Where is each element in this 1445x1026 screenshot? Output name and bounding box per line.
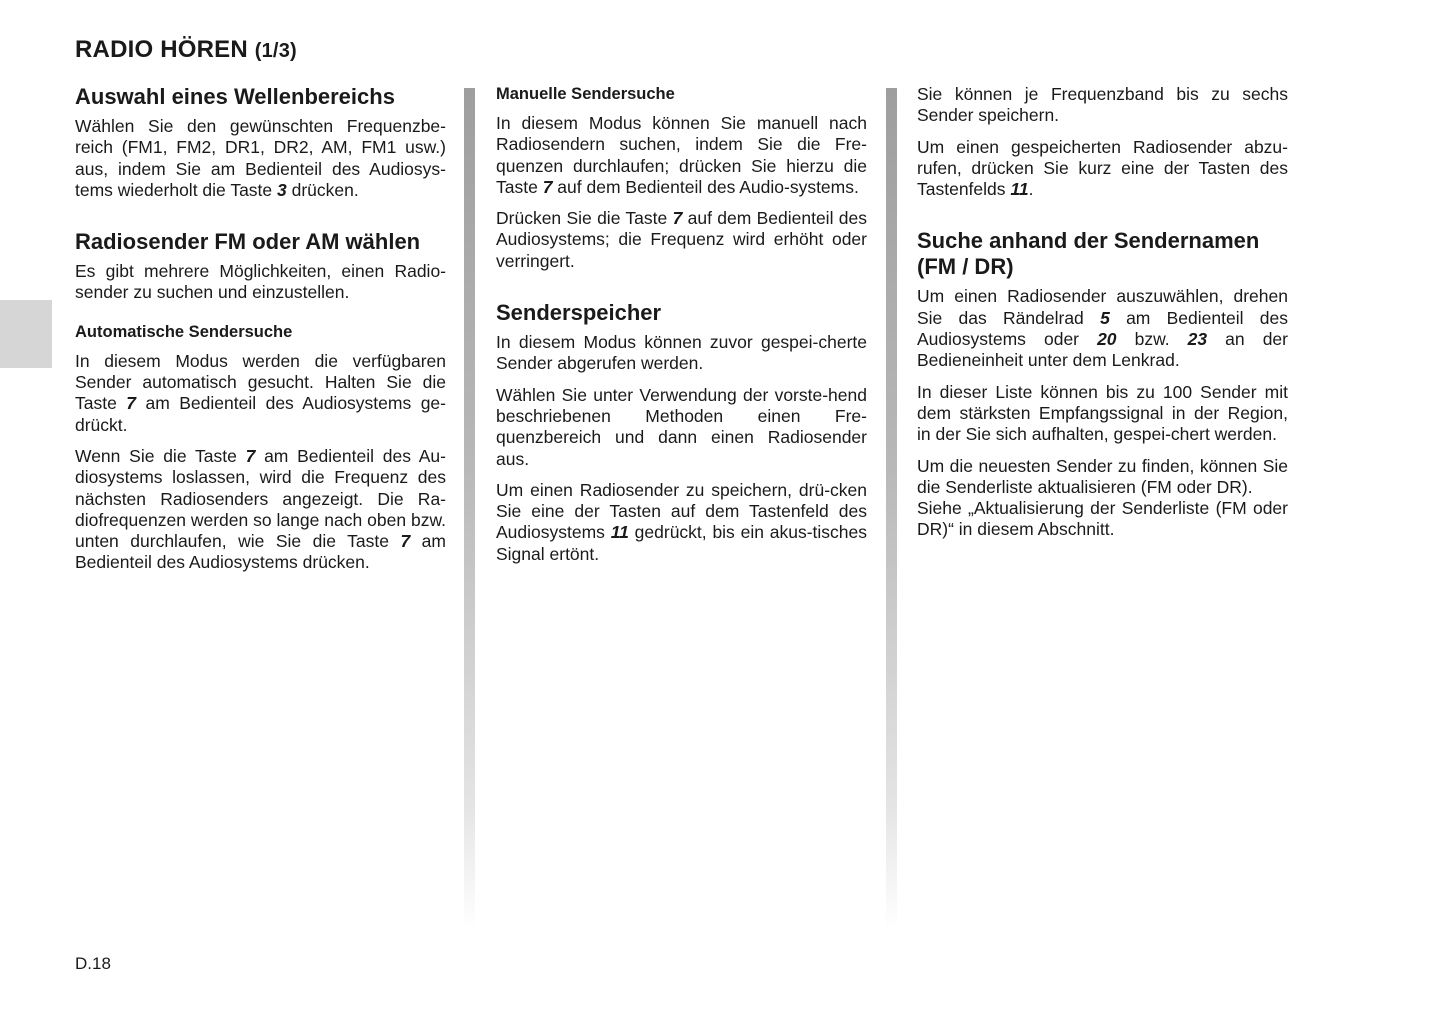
para-speicher-2: Wählen Sie unter Verwendung der vorste-hend beschriebenen Methoden einen Fre-quenzbereich und dann einen Radiosender aus. <box>496 384 867 469</box>
para-text: am Bedienteil des Audiosystems ge-drückt. <box>75 393 446 435</box>
key-reference: 11 <box>610 522 629 543</box>
para-manuell-2 <box>496 208 867 272</box>
heading-radiosender: Radiosender FM oder AM wählen <box>75 229 421 255</box>
key-reference: 3 <box>277 179 287 200</box>
column-2 <box>496 84 867 575</box>
heading-senderspeicher: Senderspeicher <box>496 300 662 326</box>
para-text: auf dem Bedienteil des Audiosystems; die Frequenz wird erhöht oder verringert. <box>496 208 867 271</box>
para-auto-2 <box>75 446 446 574</box>
key-reference: 5 <box>1100 307 1110 328</box>
para-text: am Bedienteil des Audiosystems drücken. <box>75 531 446 573</box>
key-reference: 23 <box>1187 329 1208 350</box>
column-1 <box>75 84 446 584</box>
key-reference: 7 <box>126 393 137 414</box>
key-reference: 7 <box>542 176 553 197</box>
para-speicher-3 <box>496 480 867 565</box>
para-auto-1 <box>75 351 446 436</box>
page-title <box>75 36 297 64</box>
para-speicher-abrufen <box>917 137 1288 201</box>
para-manuell-1 <box>496 113 867 198</box>
heading-automatische-suche: Automatische Sendersuche <box>75 322 293 341</box>
column-3 <box>917 84 1288 551</box>
key-reference: 7 <box>672 208 683 229</box>
para-radiosender: Es gibt mehrere Möglichkeiten, einen Radio-sender zu suchen und einzustellen. <box>75 261 446 303</box>
page-number: D.18 <box>75 954 111 973</box>
heading-manuelle-suche: Manuelle Sendersuche <box>496 85 675 103</box>
para-text: gedrückt, bis ein akus-tisches Signal ertönt. <box>496 522 867 564</box>
para-suche-2: In dieser Liste können bis zu 100 Sender mit dem stärksten Empfangssignal in der Region, in der Sie sich aufhalten, gespei-chert werden. <box>917 381 1288 445</box>
para-suche-4: Siehe „Aktualisierung der Senderliste (FM oder DR)“ in diesem Abschnitt. <box>917 498 1288 540</box>
para-text: Wählen Sie den gewünschten Frequenzbe-reich (FM1, FM2, DR1, DR2, AM, FM1 usw.) aus, indem Sie am Bedienteil des Audiosys-tems wiederholt die Taste <box>75 116 446 200</box>
para-speicher-1: In diesem Modus können zuvor gespei-cherte Sender abgerufen werden. <box>496 332 867 374</box>
para-text: Drücken Sie die Taste <box>496 208 673 229</box>
para-text: Um einen Radiosender zu speichern, drü-cken Sie eine der Tasten auf dem Tastenfeld des Audiosystems <box>496 479 867 543</box>
heading-wellenbereich: Auswahl eines Wellenbereichs <box>75 84 395 109</box>
para-text: auf dem Bedienteil des Audio-systems. <box>552 176 859 197</box>
para-text: Um einen Radiosender auszuwählen, drehen Sie das Rändelrad <box>917 286 1288 328</box>
para-text: . <box>1028 179 1034 200</box>
para-text: Wenn Sie die Taste <box>75 445 246 466</box>
column-divider-1 <box>464 88 475 930</box>
para-text: am Bedienteil des Au-diosystems loslassen, wird die Frequenz des nächsten Radiosenders angezeigt. Die Ra-diofrequenzen werden so lange nach oben bzw. unten durchlaufen, wie Sie die Taste <box>75 445 446 552</box>
para-text: In diesem Modus können Sie manuell nach Radiosendern suchen, indem Sie die Fre-quenzen durchlaufen; drücken Sie hierzu die Taste <box>496 113 867 197</box>
key-reference: 7 <box>400 531 411 552</box>
para-text: an der Bedieneinheit unter dem Lenkrad. <box>917 329 1288 371</box>
page-title-text: RADIO HÖREN <box>75 36 248 63</box>
heading-suche-sendernamen: Suche anhand der Sendernamen (FM / DR) <box>917 228 1260 280</box>
page-title-suffix: (1/3) <box>254 40 297 62</box>
para-wellenbereich <box>75 116 446 201</box>
para-speicher-anzahl: Sie können je Frequenzband bis zu sechs Sender speichern. <box>917 84 1288 126</box>
para-suche-3: Um die neuesten Sender zu finden, können Sie die Senderliste aktualisieren (FM oder DR). <box>917 455 1288 497</box>
key-reference: 11 <box>1010 179 1029 200</box>
para-text: Um einen gespeicherten Radiosender abzu-rufen, drücken Sie kurz eine der Tasten des Tastenfelds <box>917 136 1288 200</box>
section-tab-marker <box>0 300 52 368</box>
para-text: am Bedienteil des Audiosystems oder <box>917 307 1288 350</box>
para-text: drücken. <box>286 179 359 200</box>
column-divider-2 <box>886 88 897 930</box>
key-reference: 7 <box>245 445 256 466</box>
key-reference: 20 <box>1097 329 1117 350</box>
para-text: In diesem Modus werden die verfügbaren Sender automatisch gesucht. Halten Sie die Taste <box>75 350 446 414</box>
para-text: bzw. <box>1116 329 1188 350</box>
para-suche-1 <box>917 286 1288 371</box>
